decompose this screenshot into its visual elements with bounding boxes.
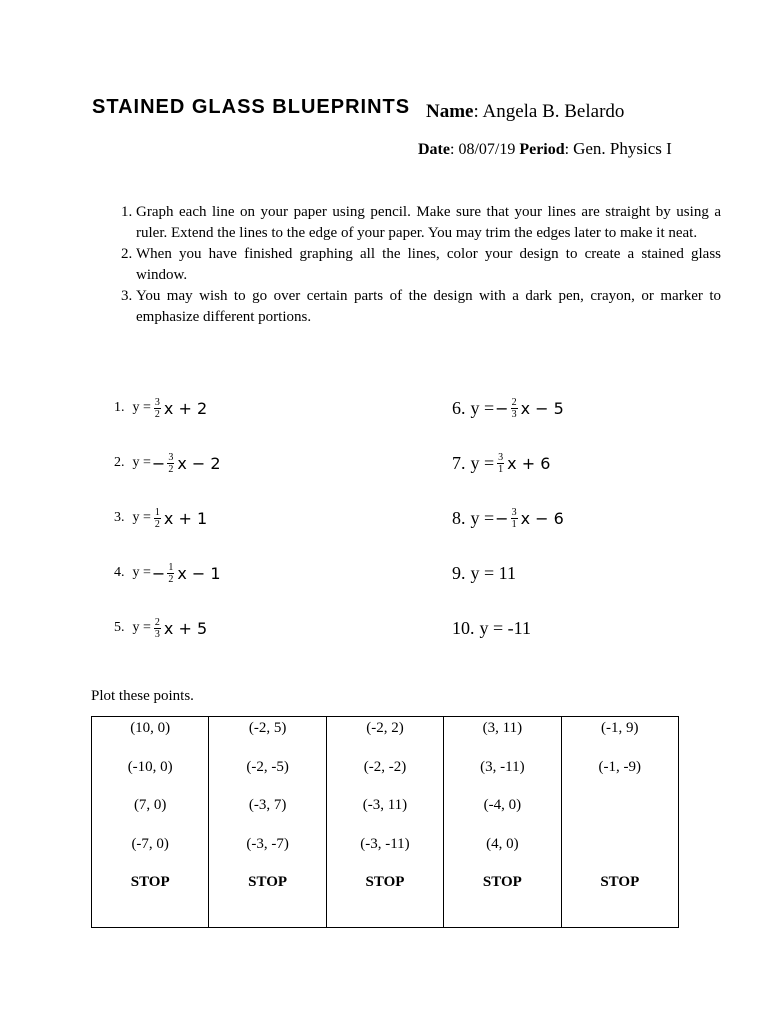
points-column-4 <box>444 717 561 928</box>
instruction-item: 3. You may wish to go over certain parts of the design with a dark pen, crayon, or marker to emphasize different portions. <box>136 286 721 328</box>
equation-lhs: y = <box>132 620 151 635</box>
date-period-line: Date: 08/07/19 Period: Gen. Physics I <box>418 139 672 158</box>
point-cell: (10, 0) <box>130 720 171 736</box>
stop-label: STOP <box>600 874 640 890</box>
point-cell: (-10, 0) <box>127 758 173 775</box>
equation-fraction: $\frac{3}{1}$ <box>498 451 504 475</box>
point-cell: (-3, 7) <box>248 797 287 813</box>
period-value: Gen. Physics I <box>573 139 672 158</box>
stop-label: STOP <box>482 874 522 890</box>
equation-6 <box>452 392 564 424</box>
equation-8 <box>452 502 564 534</box>
point-cell: (-2, 2) <box>366 720 404 736</box>
equation-rest: x − 5 <box>520 398 564 418</box>
point-cell: (-3, -7) <box>246 835 289 852</box>
equation-rest: x − 6 <box>520 508 564 528</box>
equation-number: 4. <box>114 565 125 580</box>
point-cell: (4, 0) <box>486 835 519 852</box>
name-value: Angela B. Belardo <box>482 101 625 122</box>
equation-number: 3. <box>114 510 125 525</box>
equation-lhs: y = <box>132 455 151 470</box>
point-cell: (-7, 0) <box>131 835 169 852</box>
equation-fraction: $\frac{1}{2}$ <box>154 506 160 530</box>
point-cell: (-2, -2) <box>363 758 407 775</box>
point-cell: (-3, -11) <box>360 835 410 852</box>
equation-fraction: $\frac{3}{2}$ <box>168 451 174 475</box>
equation-5 <box>114 612 207 644</box>
points-table <box>91 716 679 928</box>
equation-lhs: y = <box>132 565 151 580</box>
equation-number: 6. <box>452 397 466 418</box>
equation-rest: x − 1 <box>177 563 221 583</box>
equation-10 <box>452 612 531 644</box>
point-cell: (-2, 5) <box>248 720 287 736</box>
equation-rest: x + 2 <box>163 398 208 418</box>
equation-9 <box>452 557 516 589</box>
points-column-1 <box>92 717 209 928</box>
equation-4 <box>114 557 221 589</box>
point-cell: (3, -11) <box>480 758 525 775</box>
name-line: Name: Angela B. Belardo <box>426 101 625 122</box>
equation-2 <box>114 447 221 479</box>
instruction-item: 1. Graph each line on your paper using pencil. Make sure that your lines are straight by using a ruler. Extend the lines to the edge of your paper. You may trim the edges later to make it neat. <box>136 202 721 244</box>
instruction-item: 2. When you have finished graphing all the lines, color your design to create a stained glass window. <box>136 244 721 286</box>
stop-label: STOP <box>365 874 405 890</box>
equation-fraction: $\frac{2}{3}$ <box>154 616 160 640</box>
equation-3 <box>114 502 207 534</box>
point-cell: (-2, -5) <box>246 758 289 775</box>
equation-lhs: y = <box>470 507 495 528</box>
equation-sign: − <box>495 508 509 528</box>
name-label: Name <box>426 101 474 122</box>
equation-number: 5. <box>114 620 125 635</box>
point-cell: (7, 0) <box>133 797 167 813</box>
equation-rest: x + 6 <box>507 453 551 473</box>
equation-lhs: y = <box>470 452 495 473</box>
equation-rest: x + 5 <box>163 618 208 638</box>
equation-lhs: y = <box>132 400 151 415</box>
equation-number: 2. <box>114 455 125 470</box>
equation-rest: x − 2 <box>177 453 221 473</box>
equation-lhs: y = <box>470 397 495 418</box>
equation-sign: − <box>495 398 509 418</box>
date-value: 08/07/19 <box>458 141 516 158</box>
stop-label: STOP <box>130 874 170 890</box>
plot-points-label: Plot these points. <box>91 688 194 704</box>
equation-number: 1. <box>114 400 125 415</box>
equation-lhs: y = <box>132 510 151 525</box>
points-column-5 <box>561 717 678 928</box>
equation-lhs: y = 11 <box>470 562 516 583</box>
equation-number: 8. <box>452 507 466 528</box>
worksheet-title: STAINED GLASS BLUEPRINTS <box>92 96 411 118</box>
equation-fraction: $\frac{2}{3}$ <box>511 396 517 420</box>
instructions-list <box>92 202 721 328</box>
point-cell: (-3, 11) <box>362 797 408 813</box>
date-label: Date <box>418 141 450 158</box>
equation-number: 10. <box>452 617 475 638</box>
equation-rest: x + 1 <box>163 508 208 528</box>
equation-fraction: $\frac{3}{1}$ <box>511 506 517 530</box>
points-column-3 <box>326 717 443 928</box>
equation-number: 7. <box>452 452 466 473</box>
point-cell: (-1, 9) <box>601 720 639 736</box>
equation-lhs: y = -11 <box>479 617 531 638</box>
period-label: Period <box>519 141 565 158</box>
points-column-2 <box>209 717 326 928</box>
stop-label: STOP <box>248 874 288 890</box>
equation-1 <box>114 392 207 424</box>
equation-7 <box>452 447 550 479</box>
equation-sign: − <box>151 563 166 583</box>
point-cell: (-4, 0) <box>483 797 522 813</box>
point-cell: (-1, -9) <box>598 758 642 775</box>
equation-sign: − <box>151 453 166 473</box>
equation-fraction: $\frac{1}{2}$ <box>168 561 174 585</box>
equation-fraction: $\frac{3}{2}$ <box>154 396 160 420</box>
point-cell: (3, 11) <box>482 720 523 736</box>
equation-number: 9. <box>452 562 466 583</box>
